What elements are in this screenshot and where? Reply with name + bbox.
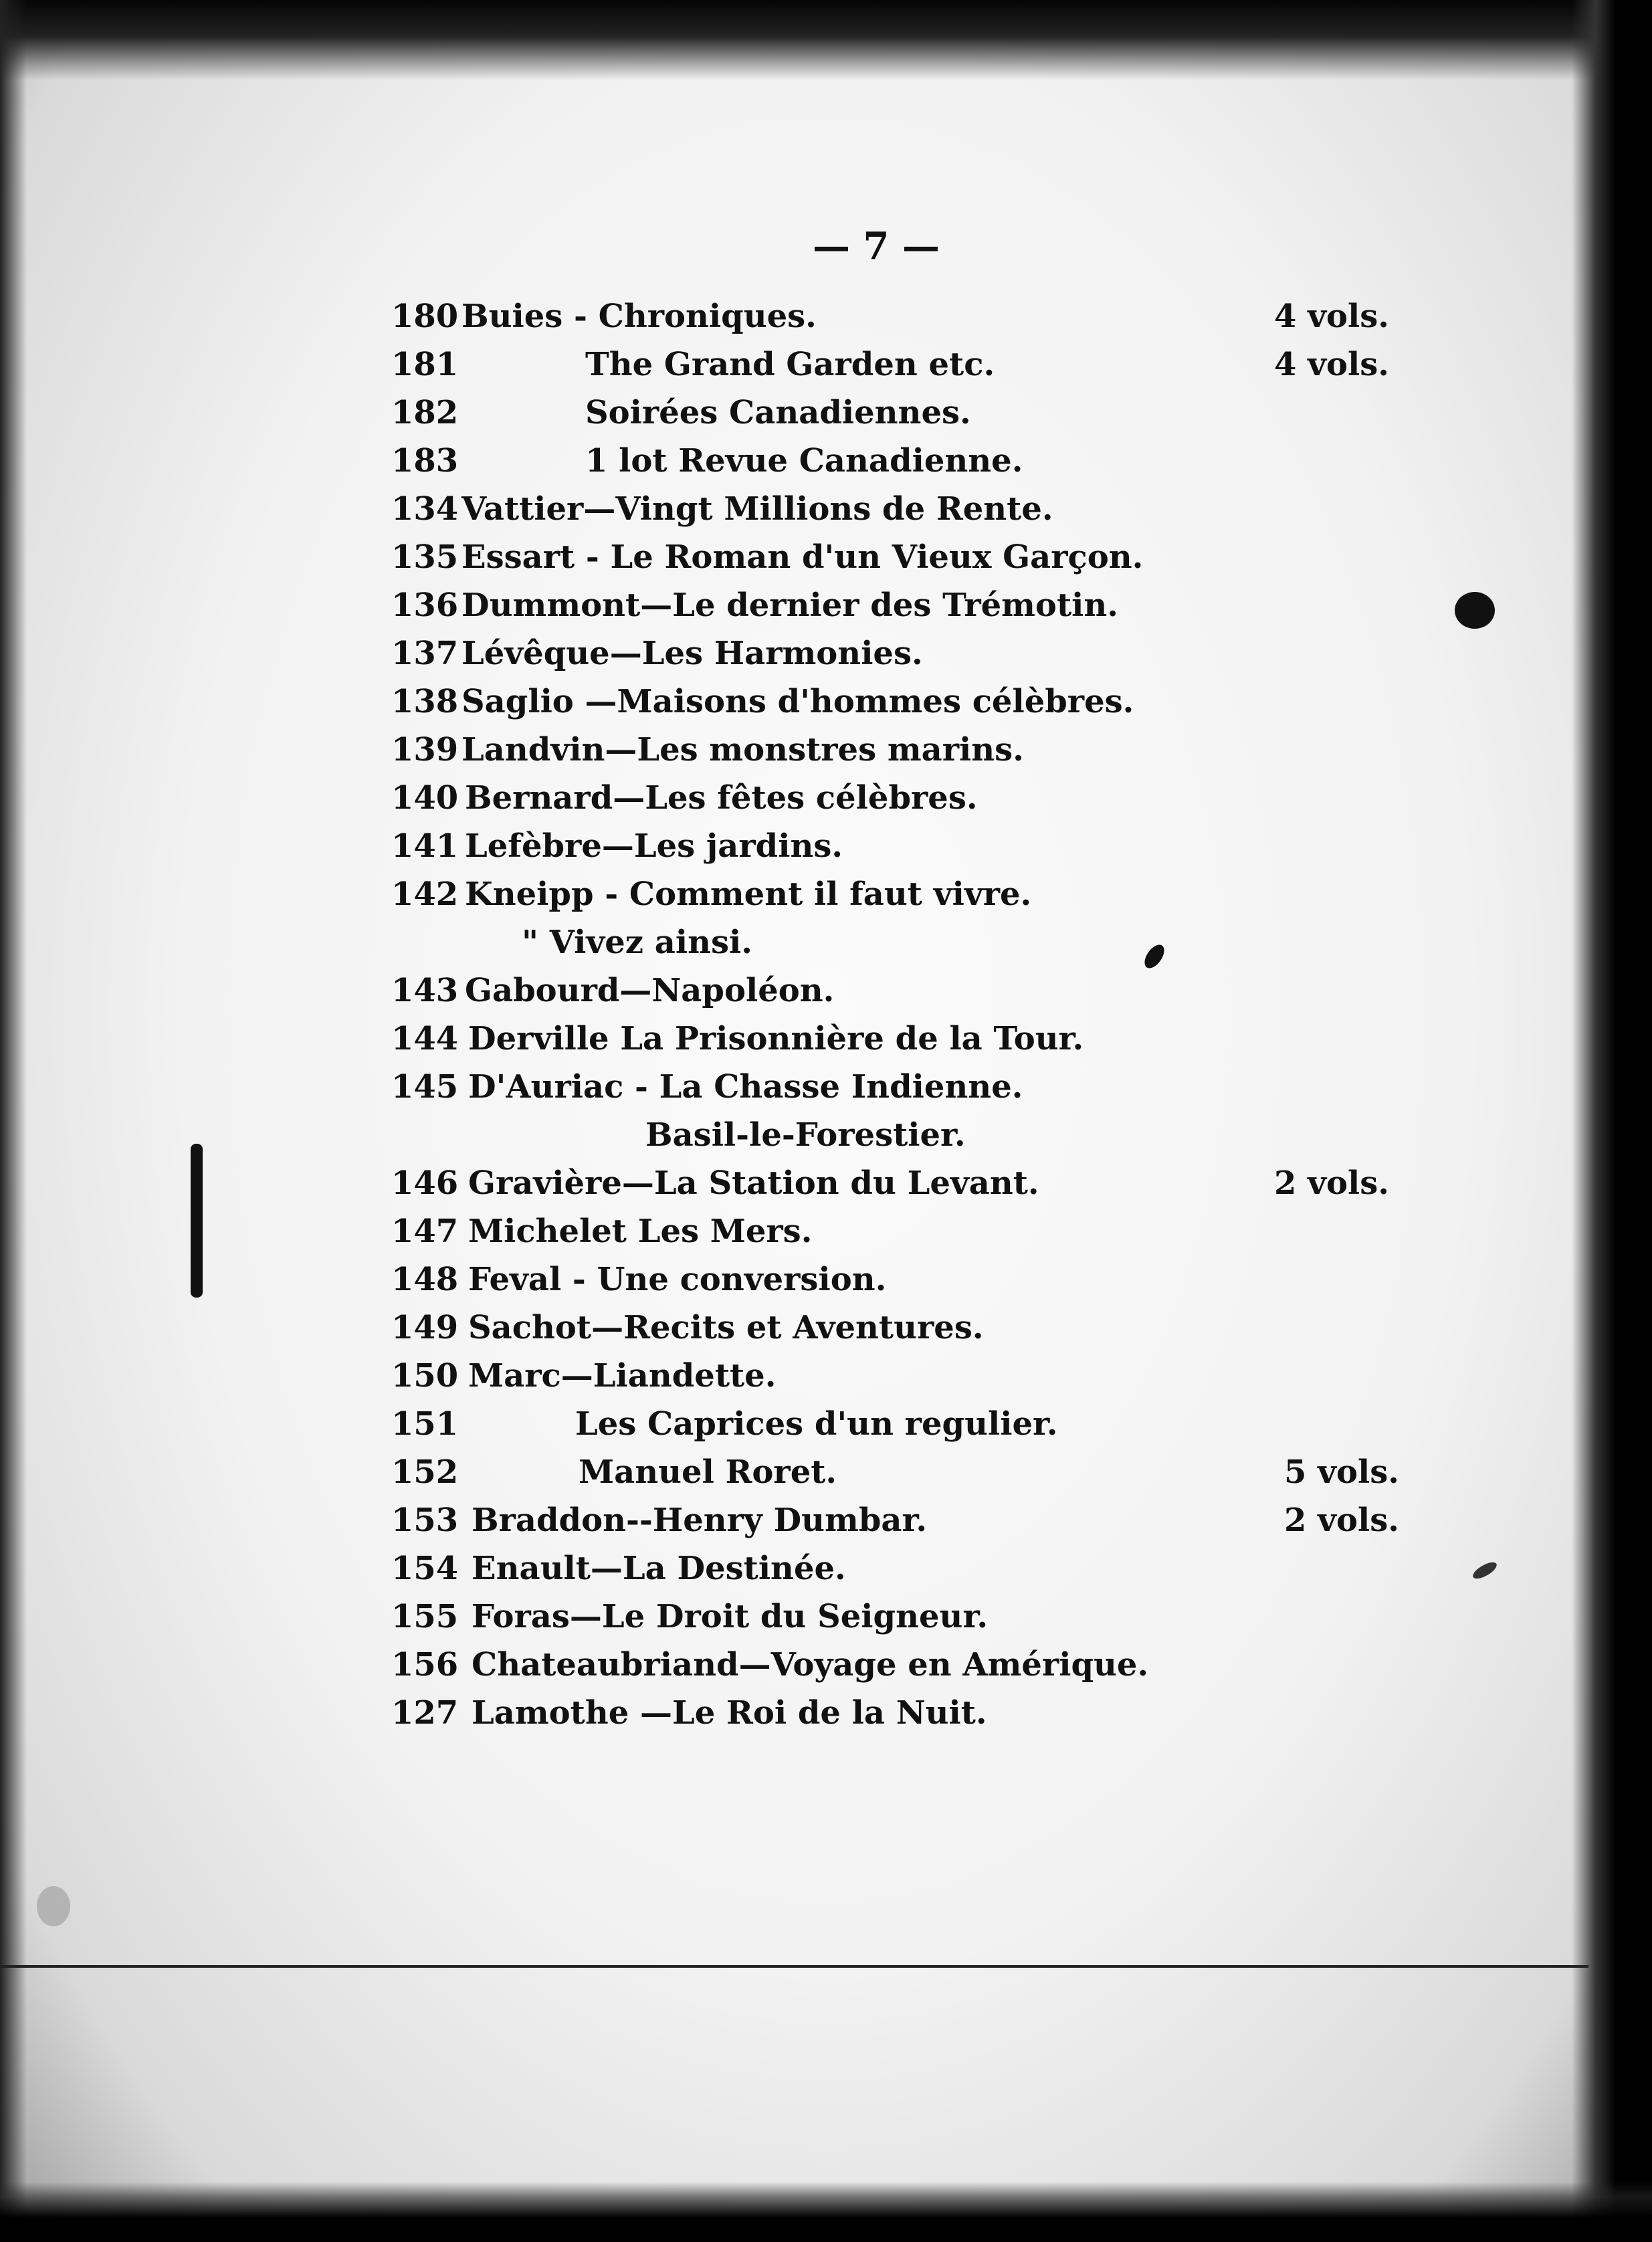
list-item — [0, 298, 1652, 344]
list-item — [0, 972, 1652, 1019]
entry-volumes: 4 vols. — [1274, 346, 1389, 383]
entry-title: Marc—Liandette. — [468, 1357, 777, 1395]
entry-number: 148 — [391, 1261, 459, 1298]
entry-title: Basil-le-Forestier. — [645, 1116, 966, 1154]
scan-border-bottom — [0, 2182, 1652, 2242]
entry-number: 144 — [391, 1020, 459, 1057]
list-item — [0, 538, 1652, 585]
entry-number: 139 — [391, 731, 459, 769]
entry-number: 151 — [391, 1405, 459, 1443]
entry-number: 137 — [391, 635, 459, 672]
list-item — [0, 1550, 1652, 1597]
list-item — [0, 1357, 1652, 1404]
entry-volumes: 2 vols. — [1284, 1502, 1399, 1539]
entry-title: Chateaubriand—Voyage en Amérique. — [472, 1646, 1149, 1684]
entry-number: 142 — [391, 876, 459, 913]
entry-title: Vattier—Vingt Millions de Rente. — [461, 490, 1053, 528]
entry-title: Lévêque—Les Harmonies. — [461, 635, 923, 672]
entry-title: 1 lot Revue Canadienne. — [585, 442, 1023, 480]
list-item — [0, 1116, 1652, 1163]
entry-number: 152 — [391, 1453, 459, 1491]
smudge — [37, 1886, 70, 1926]
entry-title: Foras—Le Droit du Seigneur. — [472, 1598, 989, 1635]
entry-number: 156 — [391, 1646, 459, 1684]
entry-title: Soirées Canadiennes. — [585, 394, 971, 431]
entry-title: " Vivez ainsi. — [522, 924, 752, 961]
entry-number: 140 — [391, 779, 459, 817]
list-item — [0, 1453, 1652, 1500]
entry-title: Derville La Prisonnière de la Tour. — [468, 1020, 1084, 1057]
list-item — [0, 394, 1652, 441]
entry-title: Michelet Les Mers. — [468, 1213, 813, 1250]
entry-title: Landvin—Les monstres marins. — [461, 731, 1024, 769]
entry-number: 136 — [391, 587, 459, 624]
entry-title: Feval - Une conversion. — [468, 1261, 887, 1298]
list-item — [0, 779, 1652, 826]
list-item — [0, 1068, 1652, 1115]
entry-number: 134 — [391, 490, 459, 528]
list-item — [0, 683, 1652, 730]
entry-title: Gravière—La Station du Levant. — [468, 1164, 1039, 1202]
entry-number: 154 — [391, 1550, 459, 1587]
list-item — [0, 876, 1652, 922]
entry-title: Lefèbre—Les jardins. — [465, 827, 843, 865]
entry-number: 180 — [391, 298, 459, 335]
entry-number: 181 — [391, 346, 459, 383]
list-item — [0, 346, 1652, 393]
entry-title: Enault—La Destinée. — [472, 1550, 846, 1587]
list-item — [0, 587, 1652, 633]
list-item — [0, 924, 1652, 971]
entry-number: 138 — [391, 683, 459, 720]
entry-title: Bernard—Les fêtes célèbres. — [465, 779, 978, 817]
list-item — [0, 635, 1652, 682]
entry-title: Saglio —Maisons d'hommes célèbres. — [461, 683, 1134, 720]
entry-number: 127 — [391, 1694, 459, 1732]
entry-number: 143 — [391, 972, 459, 1009]
entry-volumes: 5 vols. — [1284, 1453, 1399, 1491]
entry-number: 153 — [391, 1502, 459, 1539]
entry-title: D'Auriac - La Chasse Indienne. — [468, 1068, 1023, 1106]
entry-title: Dummont—Le dernier des Trémotin. — [461, 587, 1118, 624]
list-item — [0, 1309, 1652, 1356]
list-item — [0, 1502, 1652, 1548]
entry-volumes: 2 vols. — [1274, 1164, 1389, 1202]
entry-title: Sachot—Recits et Aventures. — [468, 1309, 984, 1346]
entry-title: Gabourd—Napoléon. — [465, 972, 835, 1009]
list-item — [0, 1598, 1652, 1645]
list-item — [0, 827, 1652, 874]
list-item — [0, 1694, 1652, 1741]
entry-number: 141 — [391, 827, 459, 865]
entry-number: 145 — [391, 1068, 459, 1106]
entry-title: Manuel Roret. — [579, 1453, 837, 1491]
list-item — [0, 1020, 1652, 1067]
list-item — [0, 1405, 1652, 1452]
entry-number: 183 — [391, 442, 459, 480]
entry-title: Essart - Le Roman d'un Vieux Garçon. — [461, 538, 1144, 576]
entry-number: 155 — [391, 1598, 459, 1635]
entry-number: 147 — [391, 1213, 459, 1250]
entry-title: Lamothe —Le Roi de la Nuit. — [472, 1694, 987, 1732]
entry-number: 146 — [391, 1164, 459, 1202]
entry-number: 150 — [391, 1357, 459, 1395]
list-item — [0, 442, 1652, 489]
entry-volumes: 4 vols. — [1274, 298, 1389, 335]
list-item — [0, 1213, 1652, 1259]
entry-title: Les Caprices d'un regulier. — [575, 1405, 1058, 1443]
entry-title: Kneipp - Comment il faut vivre. — [465, 876, 1032, 913]
page-bottom-rule — [0, 1965, 1588, 1968]
page-number: — 7 — — [813, 224, 940, 268]
list-item — [0, 731, 1652, 778]
list-item — [0, 490, 1652, 537]
entry-number: 135 — [391, 538, 459, 576]
entry-title: The Grand Garden etc. — [585, 346, 995, 383]
entry-number: 149 — [391, 1309, 459, 1346]
entry-title: Braddon--Henry Dumbar. — [472, 1502, 928, 1539]
list-item — [0, 1164, 1652, 1211]
entry-title: Buies - Chroniques. — [461, 298, 817, 335]
scan-border-top — [0, 0, 1652, 80]
list-item — [0, 1646, 1652, 1693]
list-item — [0, 1261, 1652, 1308]
entry-number: 182 — [391, 394, 459, 431]
